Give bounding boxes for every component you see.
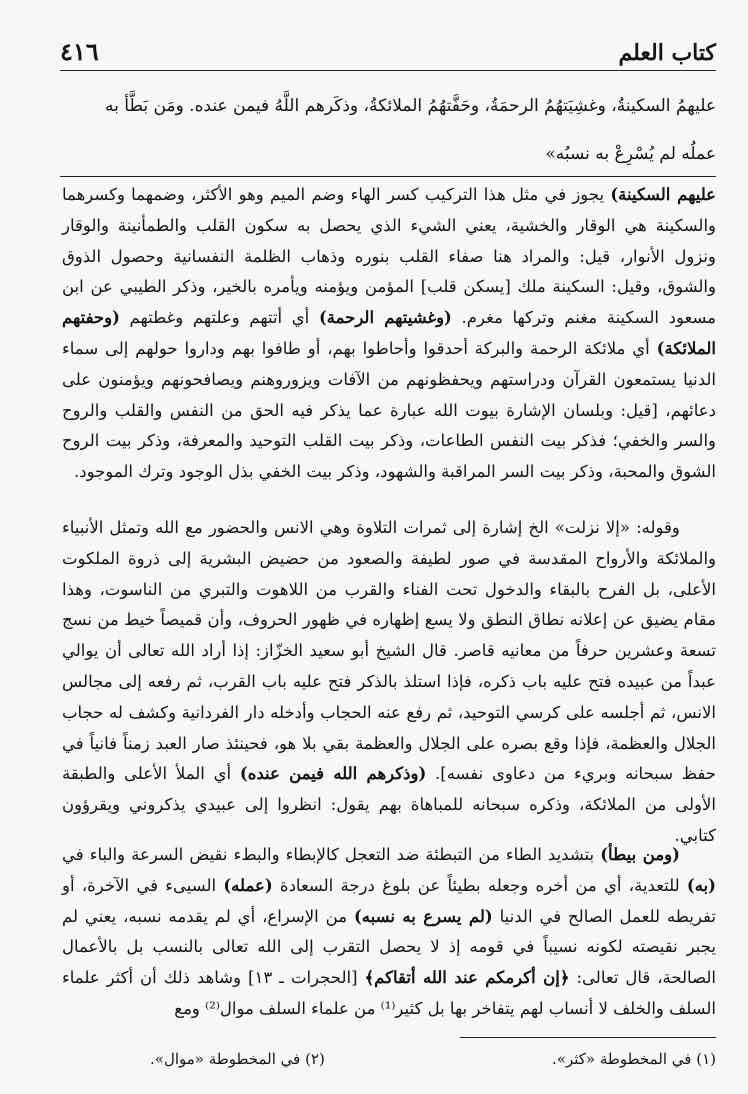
commentary-paragraph-3 bbox=[62, 840, 716, 1025]
lemma: (وغشيتهم الرحمة) bbox=[318, 308, 452, 328]
commentary-text: للتعدية، أي من أخره وجعله بطيئاً عن بلوغ درجة السعادة bbox=[279, 875, 680, 895]
commentary-text: [الحجرات ـ ١٣] وشاهد ذلك أن أكثر علماء السلف والخلف لا أنساب لهم يتفاخر بها بل كثير⁽¹⁾ من علماء السلف موال⁽²⁾ ومع bbox=[62, 968, 716, 1018]
commentary-text: بتشديد الطاء من التبطئة ضد التعجل كالإبطاء والبطء نقيض السرعة والباء في bbox=[62, 845, 595, 864]
lemma: (وحفتهم الملائكة) bbox=[62, 308, 716, 358]
book-title: كتاب العلم bbox=[618, 40, 716, 66]
hadith-text bbox=[62, 82, 716, 178]
commentary-text: يجوز في مثل هذا التركيب كسر الهاء وضم الميم وهو الأكثر، وضمهما وكسرهما والسكينة هي الوقار والخشية، يعني الشيء الذي يحصل به سكون القلب والطمأنينة والوقار ونزول الأنوار، قيل: والمراد هنا صفاء القلب بنوره وذهاب الظلمة النفسانية وحصول الذوق والشوق، وقيل: السكينة ملك [يسكن قلب] المؤمن ويؤمنه ويأمره بالخير، وذكر الطيبي عن ابن مسعود السكينة مغنم وتركها مغرم. bbox=[62, 185, 717, 328]
commentary-text: وقوله: «إلا نزلت» الخ إشارة إلى ثمرات التلاوة وهي الانس والحضور مع الله وتمثل الأنبياء والملائكة والأرواح المقدسة في صور لطيفة والصعود من حضيض البشرية إلى ذروة الملكوت الأعلى، بل الفرح بالبقاء والدخول تحت الفناء والقرب من اللاهوت والتبري من الناسوت، وهذا مقام يضيق عن إعلانه نطاق النطق ولا يسع إظهاره في ظهور الحروف، وأن قميصاً خيط من نسج تسعة وعشرين حرفاً من معانيه قاصر. قال الشيخ أبو سعيد الخزّاز: إذا أراد الله تعالى أن يوالي عبداً من عبيده فتح عليه باب ذكره، فإذا استلذ بالذكر فتح عليه باب القرب، ثم رفعه إلى مجالس الانس، ثم أجلسه على كرسي التوحيد، ثم رفع عنه الحجاب وأدخله دار الفردانية وكشف له حجاب الجلال والعظمة، فإذا وقع بصره على الجلال والعظمة بقي بلا هو، فحينئذ صار العبد زمناً فانياً في حفظ سبحانه وبريء من دعاوى نفسه]. bbox=[62, 518, 716, 784]
header-divider bbox=[60, 70, 716, 71]
commentary-text: السيىء في الآخرة، أو تفريطه للعمل الصالح في الدنيا bbox=[62, 875, 716, 926]
lemma: عليهم السكينة) bbox=[610, 185, 716, 204]
commentary-text: من الإسراع، أي لم يقدمه نسبه، يعني لم يجبر نقيصته لكونه نسيباً في قومه إذ لا يحصل التقرب إلى الله تعالى بالنسب بل بالأعمال الصالحة، قال تعالى: bbox=[62, 906, 717, 988]
footnote-1: (١) في المخطوطة «كثر». bbox=[552, 1050, 716, 1068]
commentary-text: أي أتتهم وعلتهم وغطتهم bbox=[129, 308, 310, 328]
commentary-text: أي ملائكة الرحمة والبركة أحدقوا وأحاطوا بهم، أو طافوا بهم وداروا حولهم إلى سماء الدنيا يستمعون القرآن ودراستهم ويحفظونهم من الآفات ويزوروهنم ويصافحونهم ويؤمنون على دعائهم، [قيل: وبلسان الإشارة بيوت الله عبارة عما يذكر فيه الحق من النفس والقلب والروح والسر والخفي؛ فذكر بيت النفس الطاعات، وذكر بيت القلب التوحيد والمعرفة، وذكر بيت الروح الشوق والمحبة، وذكر بيت السر المراقبة والشهود، وذكر بيت الخفي بذل الوجود وترك الموجود. bbox=[62, 338, 716, 482]
page-header bbox=[60, 30, 716, 66]
quran-verse: ﴿إن أكرمكم عند الله أتقاكم﴾ bbox=[364, 968, 570, 988]
lemma: (لم يسرع به نسبه) bbox=[354, 906, 493, 926]
hadith-line-1: عليهمُ السكينةُ، وغشِيَتهُمُ الرحمَةُ، وحَفَّتهُمُ الملائكةُ، وذكَرهم اللَّهُ فيمن عنده. ومَن بَطَّأ به bbox=[105, 96, 716, 116]
commentary-paragraph-1 bbox=[62, 180, 716, 488]
footnote-divider bbox=[460, 1037, 716, 1038]
lemma: (عمله) bbox=[223, 875, 273, 895]
hadith-line-2: عملُه لم يُسْرِعْ به نسبُه» bbox=[545, 144, 716, 164]
page-number: ٤١٦ bbox=[60, 37, 99, 66]
commentary-paragraph-2 bbox=[62, 513, 716, 852]
footnote-2: (٢) في المخطوطة «موال». bbox=[150, 1050, 325, 1068]
footnotes bbox=[150, 1046, 716, 1072]
lemma: (وذكرهم الله فيمن عنده) bbox=[239, 764, 427, 784]
commentary-text: أي الملأ الأعلى والطبقة الأولى من الملائكة، وذكره سبحانه للمباهاة بهم يقول: انظروا إلى عبيدي يذكروني ويقرؤون كتابي. bbox=[62, 764, 716, 845]
lemma: (ومن بيطأ) bbox=[600, 845, 680, 864]
text-divider bbox=[60, 176, 716, 177]
lemma: (به) bbox=[686, 875, 716, 895]
